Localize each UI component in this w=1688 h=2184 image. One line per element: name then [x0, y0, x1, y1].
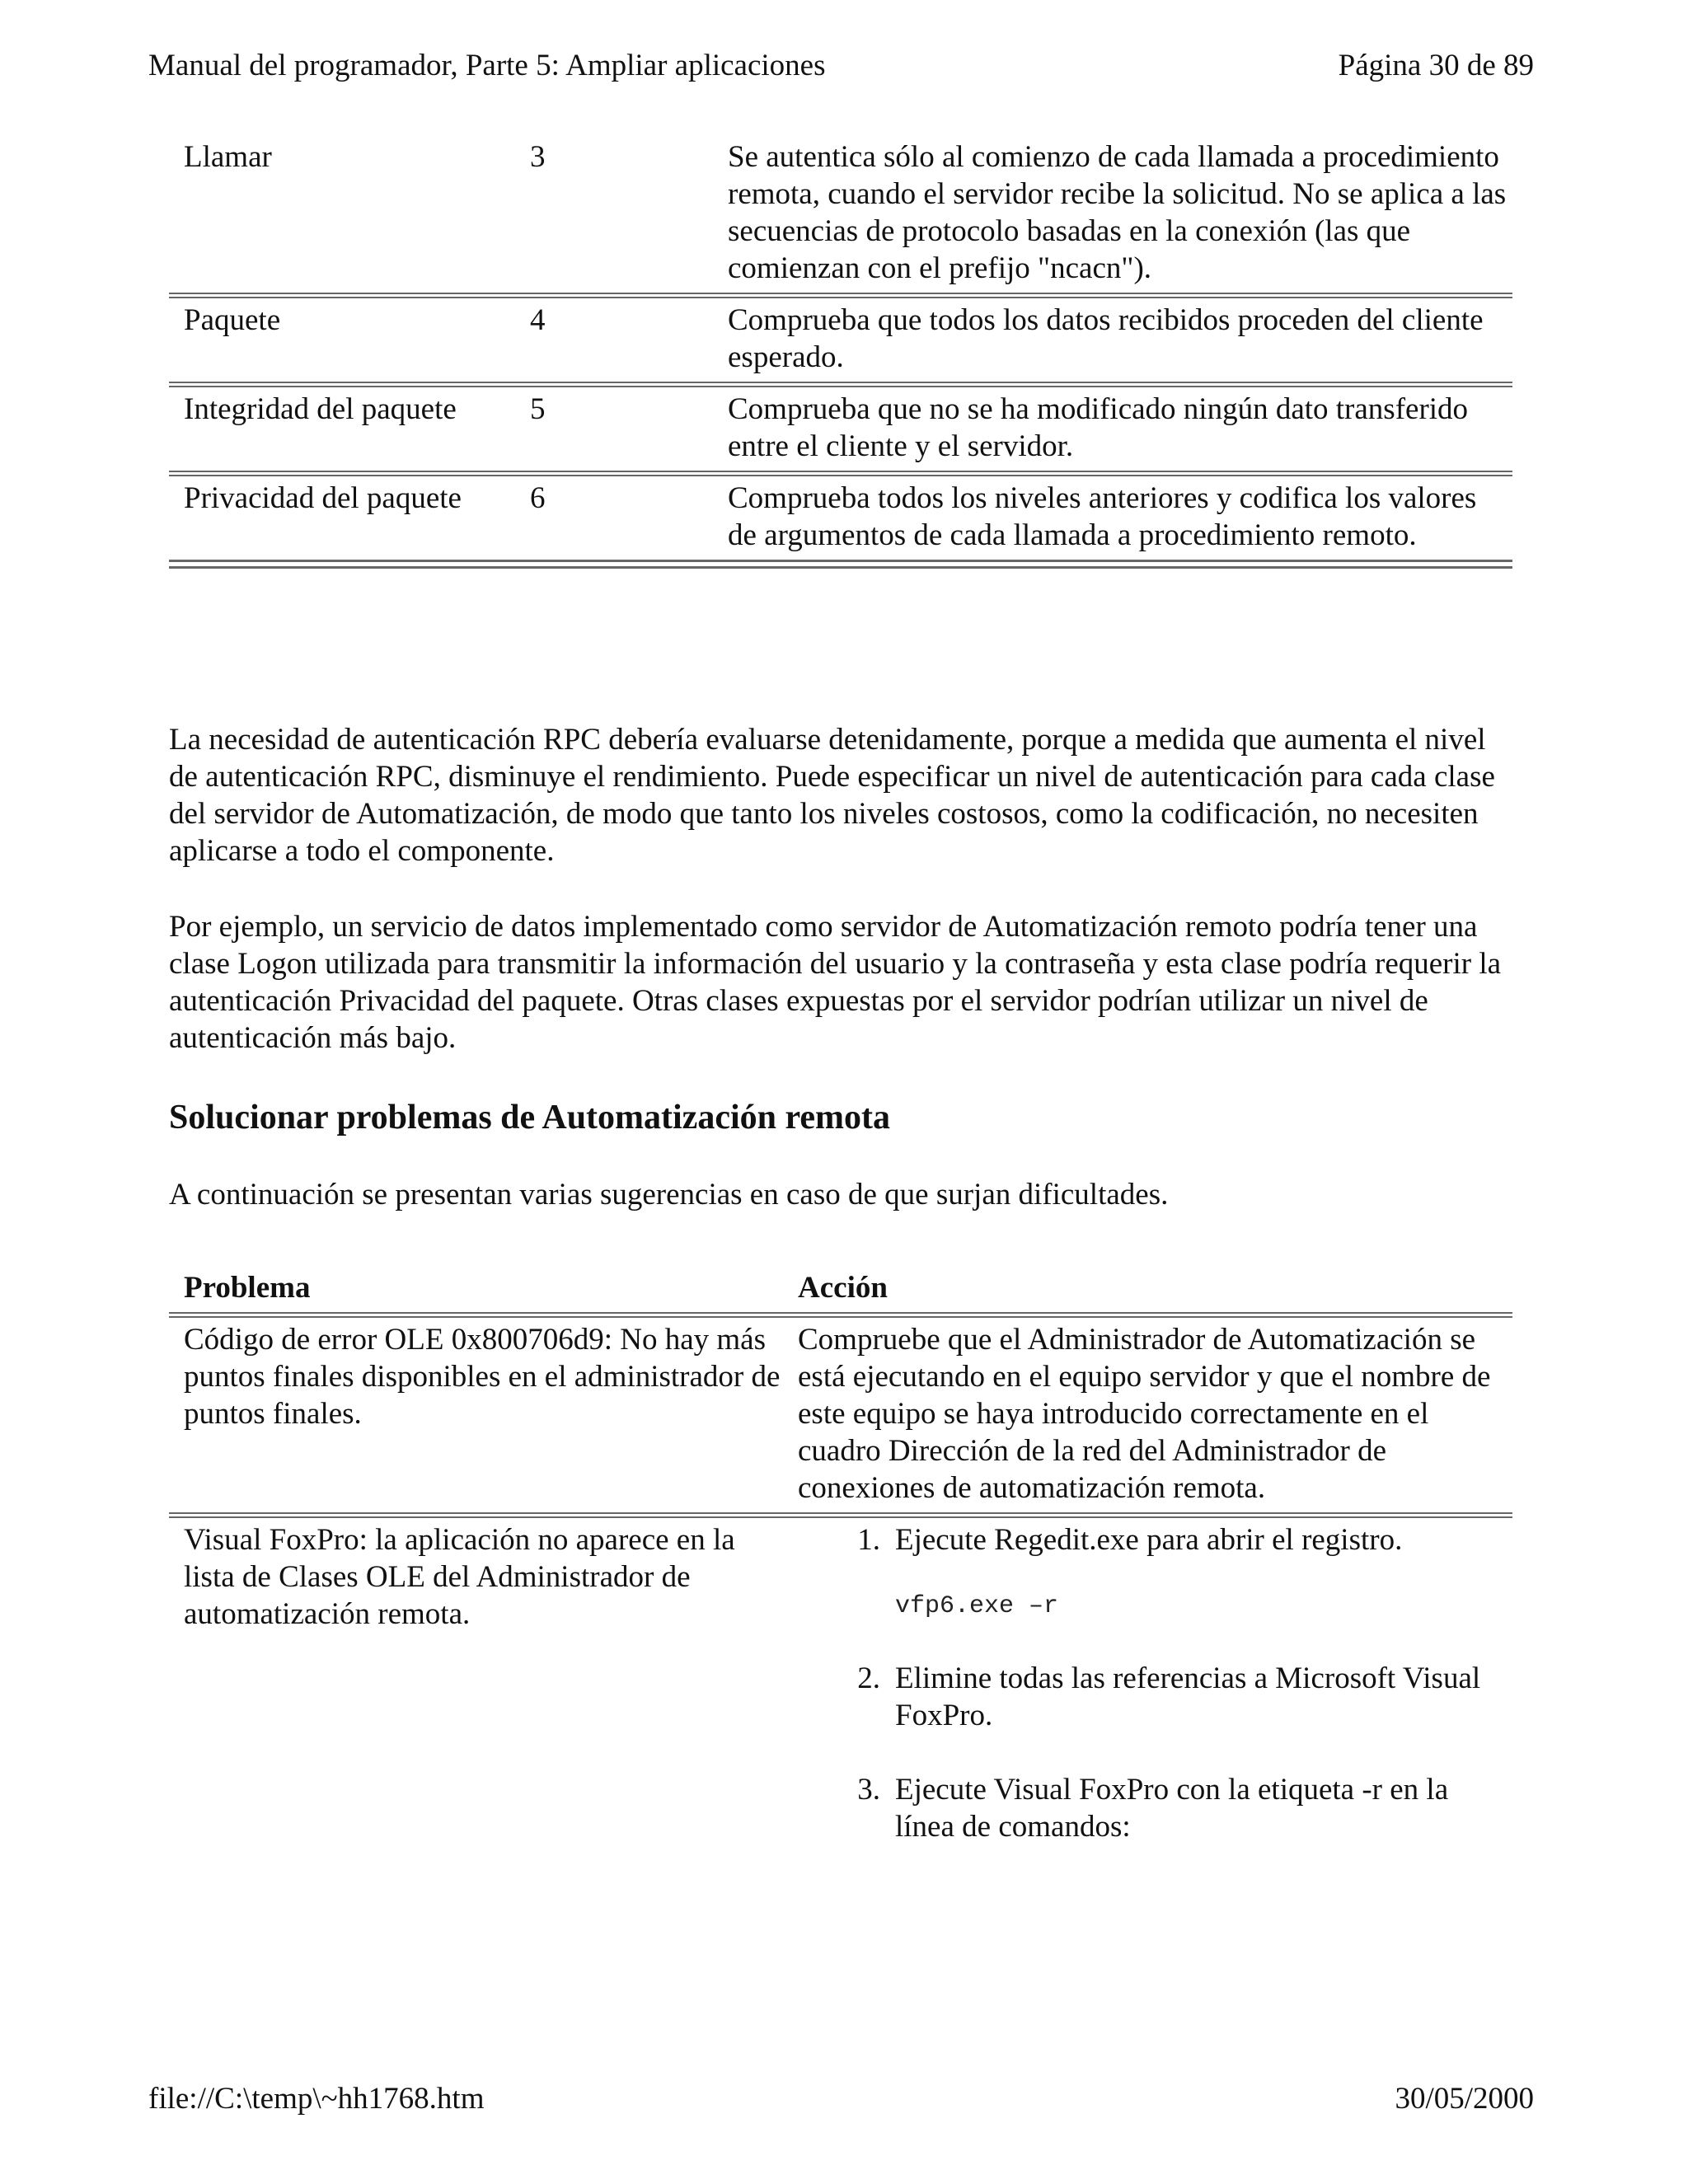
- level-description: Se autentica sólo al comienzo de cada llamada a procedimiento remota, cuando el servidor recibe la solicitud. No se aplica a las secuencias de protocolo basadas en la conexión (las que comienzan con el prefijo "ncacn").: [728, 140, 1507, 285]
- page-number: Página 30 de 89: [1338, 49, 1534, 82]
- level-name: Llamar: [184, 140, 272, 174]
- document-title: Manual del programador, Parte 5: Ampliar aplicaciones: [148, 49, 826, 82]
- level-description: Comprueba todos los niveles anteriores y codifica los valores de argumentos de cada llamada a procedimiento remoto.: [728, 481, 1477, 552]
- level-name: Privacidad del paquete: [184, 481, 462, 515]
- step-number: 2.: [857, 1661, 880, 1695]
- row-divider: [169, 465, 1512, 480]
- level-description: Comprueba que no se ha modificado ningún dato transferido entre el cliente y el servidor.: [728, 392, 1469, 463]
- table-row: [169, 138, 1512, 287]
- action-cell: Compruebe que el Administrador de Automatización se está ejecutando en el equipo servidor y que el nombre de este equipo se haya introducido correctamente en el cuadro Dirección de la red del Administrador de conexiones de automatización remota.: [798, 1323, 1491, 1505]
- table-row: [169, 302, 1512, 376]
- paragraph-example: Por ejemplo, un servicio de datos implementado como servidor de Automatización remoto podría tener una clase Logon utilizada para transmitir la información del usuario y la contraseña y esta clase podría requerir la autenticación Privacidad del paquete. Otras clases expuestas por el servidor podrían utilizar un nivel de autenticación más bajo.: [169, 910, 1502, 1055]
- troubleshooting-table: [169, 1269, 1512, 1882]
- problem-cell: Visual FoxPro: la aplicación no aparece en la lista de Clases OLE del Administrador de automatización remota.: [184, 1523, 735, 1631]
- steps-list: [798, 1521, 1512, 1845]
- row-divider: [169, 1507, 1512, 1521]
- level-value: 4: [530, 303, 546, 337]
- section-heading: Solucionar problemas de Automatización remota: [169, 1099, 890, 1137]
- row-divider: [169, 287, 1512, 302]
- table-row: [169, 1321, 1512, 1507]
- step-text: Ejecute Regedit.exe para abrir el registro.: [895, 1523, 1403, 1557]
- code-sample: vfp6.exe –r: [895, 1592, 1059, 1620]
- page-footer: [148, 2081, 1534, 2117]
- step-text: Elimine todas las referencias a Microsoft Visual FoxPro.: [895, 1661, 1481, 1732]
- row-divider: [169, 1306, 1512, 1321]
- table-row: [169, 391, 1512, 465]
- table-header-row: [169, 1269, 1512, 1306]
- column-header-problem: Problema: [184, 1271, 311, 1305]
- paragraph-rpc-authentication: La necesidad de autenticación RPC debería evaluarse detenidamente, porque a medida que aumenta el nivel de autenticación RPC, disminuye el rendimiento. Puede especificar un nivel de autenticación para cada clase del servidor de Automatización, de modo que tanto los niveles costosos, como la codificación, no necesiten aplicarse a todo el componente.: [169, 723, 1495, 868]
- print-date: 30/05/2000: [1395, 2082, 1534, 2116]
- problem-cell: Código de error OLE 0x800706d9: No hay más puntos finales disponibles en el administrador de puntos finales.: [184, 1323, 781, 1431]
- table-bottom-border: [169, 554, 1512, 572]
- level-value: 5: [530, 392, 546, 426]
- step-number: 3.: [857, 1773, 880, 1807]
- table-row: [169, 1521, 1512, 1882]
- file-path: file://C:\temp\~hh1768.htm: [148, 2082, 485, 2116]
- list-item: [798, 1771, 1512, 1845]
- action-cell: [783, 1521, 1512, 1882]
- section-intro: A continuación se presentan varias sugerencias en caso de que surjan dificultades.: [169, 1178, 1169, 1212]
- row-divider: [169, 376, 1512, 391]
- table-row: [169, 480, 1512, 554]
- level-name: Integridad del paquete: [184, 392, 457, 426]
- level-description: Comprueba que todos los datos recibidos proceden del cliente esperado.: [728, 303, 1484, 374]
- page-header: [148, 48, 1534, 84]
- auth-levels-table: [169, 138, 1512, 572]
- level-value: 6: [530, 481, 546, 515]
- level-value: 3: [530, 140, 546, 174]
- column-header-action: Acción: [798, 1271, 888, 1305]
- step-number: 1.: [857, 1523, 880, 1557]
- list-item: [798, 1521, 1512, 1623]
- step-text: Ejecute Visual FoxPro con la etiqueta -r en la línea de comandos:: [895, 1773, 1449, 1844]
- list-item: [798, 1660, 1512, 1734]
- level-name: Paquete: [184, 303, 281, 337]
